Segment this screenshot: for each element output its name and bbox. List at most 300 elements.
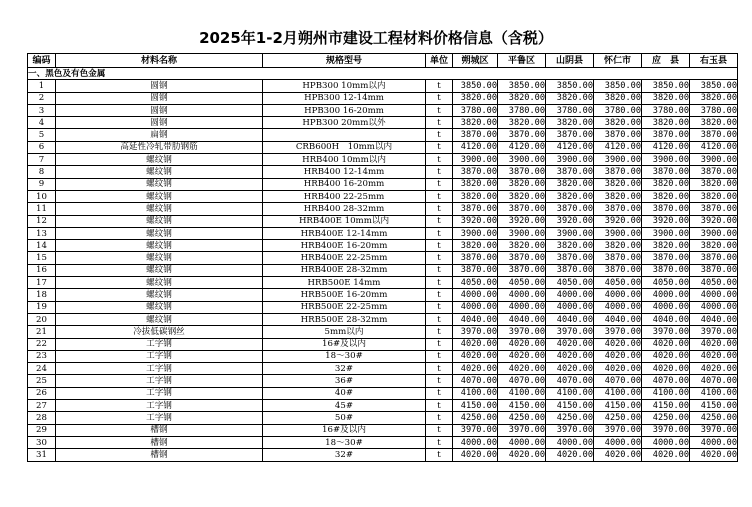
unit-cell: t (426, 104, 453, 116)
table-row (28, 92, 738, 104)
table-row (28, 227, 738, 239)
price-cell: 3870.00 (546, 203, 594, 215)
spec-cell: HRB400E 12-14mm (263, 227, 426, 239)
page-title: 2025年1-2月朔州市建设工程材料价格信息（含税） (199, 29, 553, 47)
price-cell: 4100.00 (453, 387, 498, 399)
code-cell: 3 (28, 104, 56, 116)
price-cell: 4070.00 (498, 375, 546, 387)
code-cell: 16 (28, 264, 56, 276)
code-cell: 18 (28, 289, 56, 301)
table-row (28, 387, 738, 399)
code-cell: 29 (28, 424, 56, 436)
spec-cell: HRB400 10mm以内 (263, 154, 426, 166)
code-cell: 15 (28, 252, 56, 264)
price-cell: 3900.00 (690, 227, 738, 239)
price-cell: 3970.00 (594, 326, 642, 338)
price-cell: 3820.00 (594, 117, 642, 129)
unit-cell: t (426, 252, 453, 264)
category-label: 一、黑色及有色金属 (28, 68, 738, 80)
material-name-cell: 螺纹钢 (56, 289, 263, 301)
price-cell: 3900.00 (642, 227, 690, 239)
price-cell: 4000.00 (453, 301, 498, 313)
price-cell: 4150.00 (453, 400, 498, 412)
price-cell: 4150.00 (546, 400, 594, 412)
spec-cell: HRB400E 28-32mm (263, 264, 426, 276)
price-cell: 4250.00 (690, 412, 738, 424)
unit-cell: t (426, 363, 453, 375)
material-name-cell: 螺纹钢 (56, 313, 263, 325)
price-cell: 3970.00 (690, 424, 738, 436)
price-cell: 3870.00 (453, 252, 498, 264)
price-cell: 3820.00 (546, 240, 594, 252)
price-cell: 3780.00 (498, 104, 546, 116)
code-cell: 7 (28, 154, 56, 166)
column-header: 朔城区 (453, 54, 498, 68)
price-cell: 4000.00 (594, 436, 642, 448)
price-cell: 4070.00 (690, 375, 738, 387)
price-cell: 4120.00 (690, 141, 738, 153)
code-cell: 21 (28, 326, 56, 338)
price-cell: 4020.00 (498, 363, 546, 375)
table-row (28, 215, 738, 227)
price-cell: 4120.00 (594, 141, 642, 153)
spec-cell: 16#及以内 (263, 424, 426, 436)
price-cell: 3900.00 (594, 227, 642, 239)
price-cell: 3920.00 (546, 215, 594, 227)
price-cell: 3970.00 (546, 326, 594, 338)
price-cell: 4020.00 (453, 363, 498, 375)
price-cell: 4100.00 (642, 387, 690, 399)
unit-cell: t (426, 326, 453, 338)
price-cell: 3900.00 (594, 154, 642, 166)
table-row (28, 424, 738, 436)
price-cell: 4000.00 (690, 289, 738, 301)
price-cell: 4100.00 (594, 387, 642, 399)
price-cell: 4020.00 (546, 449, 594, 461)
price-cell: 3970.00 (453, 326, 498, 338)
unit-cell: t (426, 313, 453, 325)
spec-cell: 36# (263, 375, 426, 387)
price-cell: 4250.00 (546, 412, 594, 424)
spec-cell: HRB400 12-14mm (263, 166, 426, 178)
price-cell: 4000.00 (690, 436, 738, 448)
unit-cell: t (426, 400, 453, 412)
code-cell: 4 (28, 117, 56, 129)
price-cell: 3820.00 (594, 178, 642, 190)
price-cell: 4050.00 (594, 277, 642, 289)
price-cell: 4020.00 (690, 449, 738, 461)
price-cell: 3970.00 (594, 424, 642, 436)
price-cell: 3970.00 (546, 424, 594, 436)
code-cell: 6 (28, 141, 56, 153)
spec-cell: HRB400 28-32mm (263, 203, 426, 215)
price-cell: 3870.00 (594, 166, 642, 178)
price-cell: 4120.00 (498, 141, 546, 153)
material-name-cell: 螺纹钢 (56, 178, 263, 190)
price-cell: 3820.00 (594, 92, 642, 104)
material-name-cell: 螺纹钢 (56, 203, 263, 215)
price-cell: 3870.00 (546, 264, 594, 276)
price-cell: 3780.00 (453, 104, 498, 116)
spec-cell: 45# (263, 400, 426, 412)
unit-cell: t (426, 289, 453, 301)
price-cell: 3900.00 (453, 154, 498, 166)
unit-cell: t (426, 387, 453, 399)
table-row (28, 400, 738, 412)
price-cell: 3870.00 (690, 166, 738, 178)
price-cell: 3900.00 (546, 227, 594, 239)
price-cell: 4000.00 (594, 289, 642, 301)
price-cell: 3820.00 (498, 92, 546, 104)
column-header: 材料名称 (56, 54, 263, 68)
spec-cell: HRB400E 16-20mm (263, 240, 426, 252)
price-cell: 3820.00 (498, 117, 546, 129)
price-cell: 3870.00 (690, 252, 738, 264)
price-cell: 3780.00 (594, 104, 642, 116)
table-row (28, 277, 738, 289)
price-cell: 4000.00 (546, 436, 594, 448)
price-cell: 3970.00 (642, 424, 690, 436)
price-cell: 3820.00 (546, 178, 594, 190)
material-name-cell: 螺纹钢 (56, 301, 263, 313)
material-name-cell: 螺纹钢 (56, 166, 263, 178)
table-row (28, 326, 738, 338)
price-cell: 3870.00 (690, 264, 738, 276)
spec-cell: CRB600H 10mm以内 (263, 141, 426, 153)
price-cell: 4050.00 (642, 277, 690, 289)
code-cell: 13 (28, 227, 56, 239)
price-cell: 3920.00 (690, 215, 738, 227)
price-cell: 4250.00 (594, 412, 642, 424)
table-row (28, 313, 738, 325)
table-row (28, 166, 738, 178)
unit-cell: t (426, 117, 453, 129)
unit-cell: t (426, 412, 453, 424)
spec-cell: 50# (263, 412, 426, 424)
code-cell: 5 (28, 129, 56, 141)
table-row (28, 104, 738, 116)
unit-cell: t (426, 178, 453, 190)
table-row (28, 141, 738, 153)
code-cell: 30 (28, 436, 56, 448)
unit-cell: t (426, 449, 453, 461)
price-cell: 3820.00 (498, 190, 546, 202)
spec-cell: HRB400 16-20mm (263, 178, 426, 190)
spec-cell: HPB300 20mm以外 (263, 117, 426, 129)
table-row (28, 252, 738, 264)
table-row (28, 190, 738, 202)
price-cell: 3780.00 (546, 104, 594, 116)
material-name-cell: 工字钢 (56, 338, 263, 350)
price-cell: 3820.00 (453, 190, 498, 202)
table-row (28, 240, 738, 252)
material-name-cell: 圆钢 (56, 104, 263, 116)
column-header: 编码 (28, 54, 56, 68)
material-name-cell: 圆钢 (56, 117, 263, 129)
price-cell: 4120.00 (642, 141, 690, 153)
spec-cell: HPB300 10mm以内 (263, 80, 426, 92)
price-cell: 3870.00 (498, 252, 546, 264)
price-cell: 4000.00 (642, 301, 690, 313)
price-cell: 4250.00 (498, 412, 546, 424)
price-cell: 4040.00 (594, 313, 642, 325)
material-name-cell: 工字钢 (56, 350, 263, 362)
price-cell: 3820.00 (642, 92, 690, 104)
code-cell: 31 (28, 449, 56, 461)
price-cell: 4040.00 (498, 313, 546, 325)
spec-cell: 18～30# (263, 436, 426, 448)
price-cell: 4020.00 (690, 363, 738, 375)
price-cell: 3970.00 (498, 424, 546, 436)
price-cell: 4020.00 (690, 338, 738, 350)
price-cell: 3850.00 (453, 80, 498, 92)
price-cell: 4020.00 (594, 363, 642, 375)
price-cell: 3870.00 (546, 252, 594, 264)
unit-cell: t (426, 301, 453, 313)
price-cell: 3870.00 (642, 252, 690, 264)
price-cell: 3920.00 (453, 215, 498, 227)
price-cell: 3820.00 (594, 240, 642, 252)
price-cell: 3850.00 (594, 80, 642, 92)
spec-cell: HPB300 12-14mm (263, 92, 426, 104)
column-header: 右玉县 (690, 54, 738, 68)
price-cell: 3820.00 (453, 117, 498, 129)
code-cell: 9 (28, 178, 56, 190)
price-cell: 3870.00 (453, 264, 498, 276)
price-cell: 3820.00 (690, 92, 738, 104)
unit-cell: t (426, 227, 453, 239)
material-name-cell: 槽钢 (56, 449, 263, 461)
price-cell: 3870.00 (642, 203, 690, 215)
price-cell: 3920.00 (642, 215, 690, 227)
unit-cell: t (426, 203, 453, 215)
price-cell: 4020.00 (594, 338, 642, 350)
code-cell: 27 (28, 400, 56, 412)
price-cell: 4150.00 (642, 400, 690, 412)
material-name-cell: 螺纹钢 (56, 154, 263, 166)
table-row (28, 350, 738, 362)
price-cell: 4070.00 (642, 375, 690, 387)
price-cell: 3870.00 (594, 252, 642, 264)
price-cell: 3870.00 (594, 129, 642, 141)
price-table (27, 53, 738, 462)
spec-cell: 5mm以内 (263, 326, 426, 338)
spec-cell: HRB400E 10mm以内 (263, 215, 426, 227)
price-cell: 4100.00 (546, 387, 594, 399)
price-cell: 3870.00 (546, 129, 594, 141)
spec-cell: 40# (263, 387, 426, 399)
price-cell: 4050.00 (546, 277, 594, 289)
material-name-cell: 螺纹钢 (56, 190, 263, 202)
table-row (28, 412, 738, 424)
price-cell: 3780.00 (690, 104, 738, 116)
price-cell: 4020.00 (546, 363, 594, 375)
material-name-cell: 螺纹钢 (56, 264, 263, 276)
spec-cell: HRB400 22-25mm (263, 190, 426, 202)
price-cell: 4020.00 (498, 338, 546, 350)
price-cell: 4020.00 (453, 350, 498, 362)
price-cell: 4250.00 (453, 412, 498, 424)
material-name-cell: 圆钢 (56, 92, 263, 104)
code-cell: 23 (28, 350, 56, 362)
price-cell: 4150.00 (498, 400, 546, 412)
code-cell: 2 (28, 92, 56, 104)
unit-cell: t (426, 240, 453, 252)
table-row (28, 289, 738, 301)
price-cell: 4050.00 (690, 277, 738, 289)
material-name-cell: 螺纹钢 (56, 240, 263, 252)
price-cell: 3850.00 (498, 80, 546, 92)
price-cell: 4040.00 (642, 313, 690, 325)
price-cell: 4150.00 (594, 400, 642, 412)
price-cell: 3850.00 (546, 80, 594, 92)
code-cell: 1 (28, 80, 56, 92)
price-cell: 4040.00 (453, 313, 498, 325)
unit-cell: t (426, 154, 453, 166)
code-cell: 14 (28, 240, 56, 252)
table-row (28, 80, 738, 92)
price-cell: 4020.00 (642, 338, 690, 350)
price-cell: 4020.00 (594, 449, 642, 461)
price-cell: 4000.00 (498, 301, 546, 313)
price-cell: 4020.00 (498, 350, 546, 362)
table-row (28, 178, 738, 190)
unit-cell: t (426, 264, 453, 276)
material-name-cell: 圆钢 (56, 80, 263, 92)
column-header: 山阴县 (546, 54, 594, 68)
price-cell: 4020.00 (642, 449, 690, 461)
price-cell: 4100.00 (690, 387, 738, 399)
price-cell: 3970.00 (690, 326, 738, 338)
table-row (28, 129, 738, 141)
price-cell: 3870.00 (498, 264, 546, 276)
price-cell: 4150.00 (690, 400, 738, 412)
unit-cell: t (426, 141, 453, 153)
material-name-cell: 螺纹钢 (56, 227, 263, 239)
price-cell: 3870.00 (498, 129, 546, 141)
unit-cell: t (426, 350, 453, 362)
price-cell: 3820.00 (453, 240, 498, 252)
price-cell: 3870.00 (642, 166, 690, 178)
price-cell: 4070.00 (546, 375, 594, 387)
table-row (28, 363, 738, 375)
unit-cell: t (426, 215, 453, 227)
table-row (28, 264, 738, 276)
price-cell: 3970.00 (498, 326, 546, 338)
price-cell: 4050.00 (498, 277, 546, 289)
spec-cell (263, 129, 426, 141)
material-name-cell: 工字钢 (56, 363, 263, 375)
code-cell: 24 (28, 363, 56, 375)
price-cell: 4020.00 (642, 350, 690, 362)
price-cell: 4000.00 (546, 301, 594, 313)
price-cell: 3870.00 (642, 129, 690, 141)
price-cell: 3820.00 (642, 178, 690, 190)
spec-cell: HPB300 16-20mm (263, 104, 426, 116)
code-cell: 12 (28, 215, 56, 227)
code-cell: 22 (28, 338, 56, 350)
price-cell: 3870.00 (546, 166, 594, 178)
spec-cell: HRB500E 28-32mm (263, 313, 426, 325)
column-header: 单位 (426, 54, 453, 68)
material-name-cell: 工字钢 (56, 387, 263, 399)
material-name-cell: 工字钢 (56, 412, 263, 424)
price-cell: 3870.00 (498, 203, 546, 215)
price-cell: 3900.00 (498, 227, 546, 239)
price-cell: 3820.00 (690, 240, 738, 252)
price-cell: 4000.00 (498, 436, 546, 448)
price-cell: 4020.00 (498, 449, 546, 461)
unit-cell: t (426, 92, 453, 104)
price-cell: 4000.00 (690, 301, 738, 313)
code-cell: 20 (28, 313, 56, 325)
price-cell: 3870.00 (453, 166, 498, 178)
table-row (28, 301, 738, 313)
unit-cell: t (426, 277, 453, 289)
code-cell: 25 (28, 375, 56, 387)
unit-cell: t (426, 338, 453, 350)
code-cell: 17 (28, 277, 56, 289)
price-cell: 3900.00 (453, 227, 498, 239)
price-cell: 3870.00 (498, 166, 546, 178)
material-name-cell: 螺纹钢 (56, 215, 263, 227)
material-name-cell: 螺纹钢 (56, 252, 263, 264)
price-cell: 3900.00 (546, 154, 594, 166)
table-row (28, 154, 738, 166)
column-header: 怀仁市 (594, 54, 642, 68)
price-cell: 3820.00 (690, 117, 738, 129)
price-cell: 4020.00 (453, 338, 498, 350)
material-name-cell: 工字钢 (56, 375, 263, 387)
spec-cell: 16#及以内 (263, 338, 426, 350)
spec-cell: 32# (263, 363, 426, 375)
price-cell: 3820.00 (498, 178, 546, 190)
price-cell: 3820.00 (690, 190, 738, 202)
price-cell: 3780.00 (642, 104, 690, 116)
price-cell: 4000.00 (642, 436, 690, 448)
price-cell: 4000.00 (546, 289, 594, 301)
code-cell: 10 (28, 190, 56, 202)
price-cell: 3900.00 (690, 154, 738, 166)
price-cell: 4020.00 (690, 350, 738, 362)
price-cell: 4000.00 (498, 289, 546, 301)
spec-cell: 32# (263, 449, 426, 461)
price-cell: 3820.00 (546, 190, 594, 202)
price-cell: 4000.00 (594, 301, 642, 313)
price-cell: 4000.00 (453, 436, 498, 448)
column-header: 应 县 (642, 54, 690, 68)
price-cell: 3820.00 (642, 240, 690, 252)
table-row (28, 449, 738, 461)
price-cell: 3820.00 (453, 178, 498, 190)
column-header: 平鲁区 (498, 54, 546, 68)
material-name-cell: 螺纹钢 (56, 277, 263, 289)
price-cell: 3870.00 (690, 129, 738, 141)
price-cell: 4020.00 (642, 363, 690, 375)
price-cell: 4020.00 (546, 350, 594, 362)
unit-cell: t (426, 129, 453, 141)
price-cell: 4050.00 (453, 277, 498, 289)
price-cell: 3900.00 (498, 154, 546, 166)
table-row (28, 436, 738, 448)
material-name-cell: 槽钢 (56, 424, 263, 436)
price-cell: 3920.00 (498, 215, 546, 227)
unit-cell: t (426, 375, 453, 387)
material-name-cell: 高延性冷轧带肋钢筋 (56, 141, 263, 153)
code-cell: 26 (28, 387, 56, 399)
price-cell: 3870.00 (642, 264, 690, 276)
price-cell: 4020.00 (453, 449, 498, 461)
